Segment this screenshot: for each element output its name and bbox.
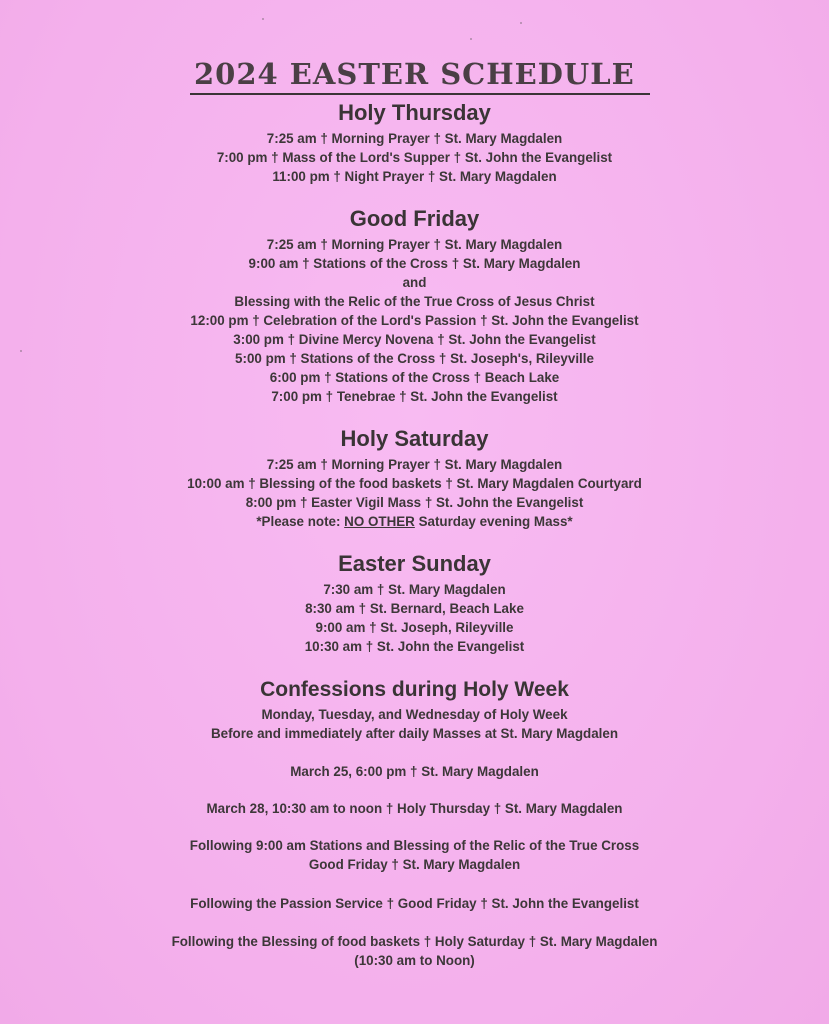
section-confessions (0, 676, 829, 743)
note-prefix: *Please note: (256, 514, 345, 529)
confession-line: (10:30 am to Noon) (354, 953, 475, 968)
schedule-line: 5:00 pm † Stations of the Cross † St. Joseph's, Rileyville (235, 351, 594, 366)
section-holy-saturday (0, 425, 829, 531)
section-good-friday (0, 205, 829, 406)
saturday-note (0, 512, 829, 531)
schedule-line: 9:00 am † St. Joseph, Rileyville (315, 620, 514, 635)
section-easter-sunday (0, 550, 829, 656)
schedule-line: 7:25 am † Morning Prayer † St. Mary Magdalen (266, 237, 563, 252)
schedule-line: 9:00 am † Stations of the Cross † St. Mary Magdalen (248, 256, 581, 271)
section-heading: Good Friday (349, 206, 480, 231)
schedule-line: 11:00 pm † Night Prayer † St. Mary Magdalen (272, 169, 557, 184)
schedule-line: 10:00 am † Blessing of the food baskets † St. Mary Magdalen Courtyard (187, 476, 642, 491)
schedule-line: 7:25 am † Morning Prayer † St. Mary Magdalen (266, 131, 563, 146)
schedule-line: Blessing with the Relic of the True Cross of Jesus Christ (234, 294, 595, 309)
title-underline (190, 93, 650, 95)
confession-item-2 (0, 799, 829, 818)
schedule-line: 7:00 pm † Mass of the Lord's Supper † St. John the Evangelist (216, 150, 613, 165)
confession-line: Following the Blessing of food baskets † Holy Saturday † St. Mary Magdalen (171, 934, 658, 949)
schedule-line: and (402, 275, 427, 290)
note-emphasis: NO OTHER (344, 514, 415, 529)
schedule-line: 8:30 am † St. Bernard, Beach Lake (305, 601, 524, 616)
schedule-line: 10:30 am † St. John the Evangelist (304, 639, 525, 654)
note-suffix: Saturday evening Mass* (414, 514, 573, 529)
section-heading: Holy Saturday (340, 426, 489, 451)
confession-item-1 (0, 762, 829, 781)
confession-line: Before and immediately after daily Masses at St. Mary Magdalen (210, 726, 619, 741)
confession-item-4 (0, 894, 829, 913)
schedule-line: 12:00 pm † Celebration of the Lord's Passion † St. John the Evangelist (190, 313, 639, 328)
confession-line: March 28, 10:30 am to noon † Holy Thursday † St. Mary Magdalen (206, 801, 623, 816)
confession-line: Following the Passion Service † Good Friday † St. John the Evangelist (190, 896, 639, 911)
schedule-line: 7:00 pm † Tenebrae † St. John the Evangelist (271, 389, 558, 404)
section-heading: Holy Thursday (338, 100, 491, 125)
page-title: 2024 EASTER SCHEDULE (194, 57, 635, 91)
schedule-line: 8:00 pm † Easter Vigil Mass † St. John the Evangelist (245, 495, 584, 510)
schedule-line: 6:00 pm † Stations of the Cross † Beach Lake (269, 370, 560, 385)
confession-line: Monday, Tuesday, and Wednesday of Holy Week (261, 707, 568, 722)
paper-speck (520, 22, 522, 24)
confession-item-5 (0, 932, 829, 970)
schedule-line: 7:30 am † St. Mary Magdalen (323, 582, 506, 597)
paper-speck (470, 38, 472, 40)
schedule-line: 7:25 am † Morning Prayer † St. Mary Magdalen (266, 457, 563, 472)
title-block (190, 56, 650, 92)
confession-line: Good Friday † St. Mary Magdalen (308, 857, 521, 872)
confession-line: March 25, 6:00 pm † St. Mary Magdalen (290, 764, 539, 779)
confession-line: Following 9:00 am Stations and Blessing of the Relic of the True Cross (189, 838, 640, 853)
section-holy-thursday (0, 99, 829, 186)
paper-speck (262, 18, 264, 20)
section-heading: Confessions during Holy Week (260, 678, 569, 701)
section-heading: Easter Sunday (338, 551, 491, 576)
confession-item-3 (0, 836, 829, 874)
schedule-line: 3:00 pm † Divine Mercy Novena † St. John the Evangelist (233, 332, 596, 347)
